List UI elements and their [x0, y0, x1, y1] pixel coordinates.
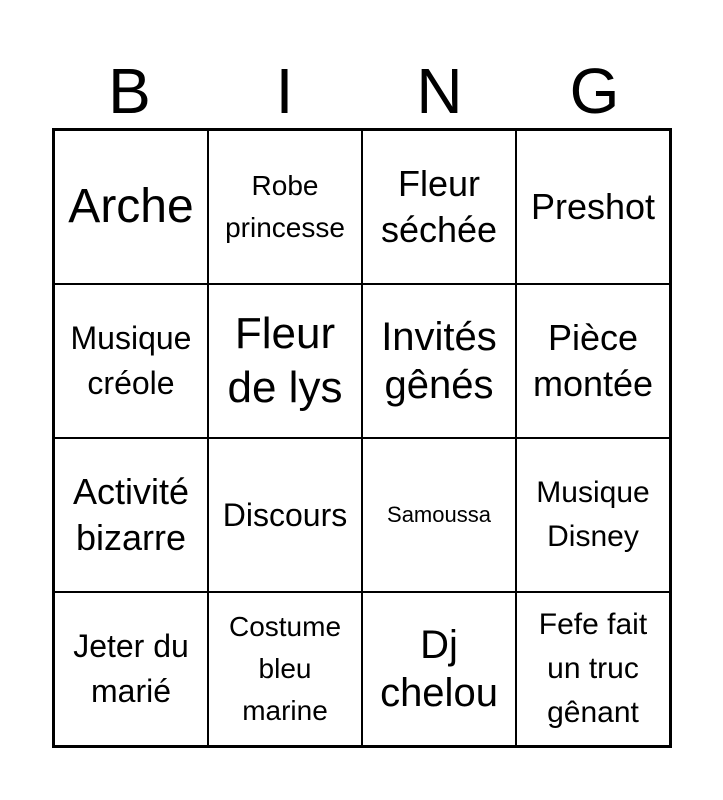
bingo-cell[interactable]: [362, 284, 516, 438]
cell-label: Arche: [68, 180, 194, 233]
cell-label: Preshot: [530, 186, 656, 227]
bingo-cell[interactable]: [516, 438, 670, 592]
bingo-cell[interactable]: [54, 438, 208, 592]
cell-label: Discours: [222, 496, 348, 533]
header-letter-n: N: [416, 55, 463, 127]
bingo-cell[interactable]: [516, 284, 670, 438]
cell-label: Musique Disney: [536, 476, 650, 553]
bingo-cell[interactable]: [208, 130, 362, 284]
bingo-cell[interactable]: [362, 438, 516, 592]
cell-label: Fleur séchée: [380, 163, 498, 250]
header-letter-g: G: [569, 55, 620, 127]
cell-label: Robe princesse: [225, 170, 345, 243]
cell-label: Jeter du marié: [73, 628, 189, 709]
bingo-cell[interactable]: [362, 592, 516, 746]
bingo-cell[interactable]: [362, 130, 516, 284]
bingo-grid: [52, 128, 672, 748]
bingo-cell[interactable]: [54, 592, 208, 746]
bingo-cell[interactable]: [208, 592, 362, 746]
cell-label: Musique créole: [70, 320, 192, 401]
header-letter-i: I: [275, 55, 294, 127]
bingo-cell[interactable]: [208, 438, 362, 592]
bingo-header: [52, 55, 672, 127]
bingo-cell[interactable]: [516, 130, 670, 284]
cell-label: Activité bizarre: [72, 471, 190, 558]
bingo-cell[interactable]: [54, 284, 208, 438]
cell-label: Pièce montée: [532, 317, 654, 404]
bingo-cell[interactable]: [54, 130, 208, 284]
bingo-cell[interactable]: [516, 592, 670, 746]
cell-label: Samoussa: [387, 502, 491, 527]
cell-label: Fefe fait un truc gênant: [538, 608, 648, 729]
cell-label: Fleur de lys: [227, 309, 343, 412]
cell-label: Dj chelou: [380, 623, 498, 715]
header-letter-b: B: [108, 55, 151, 127]
bingo-cell[interactable]: [208, 284, 362, 438]
cell-label: Invités gênés: [381, 315, 497, 407]
cell-label: Costume bleu marine: [228, 611, 342, 726]
